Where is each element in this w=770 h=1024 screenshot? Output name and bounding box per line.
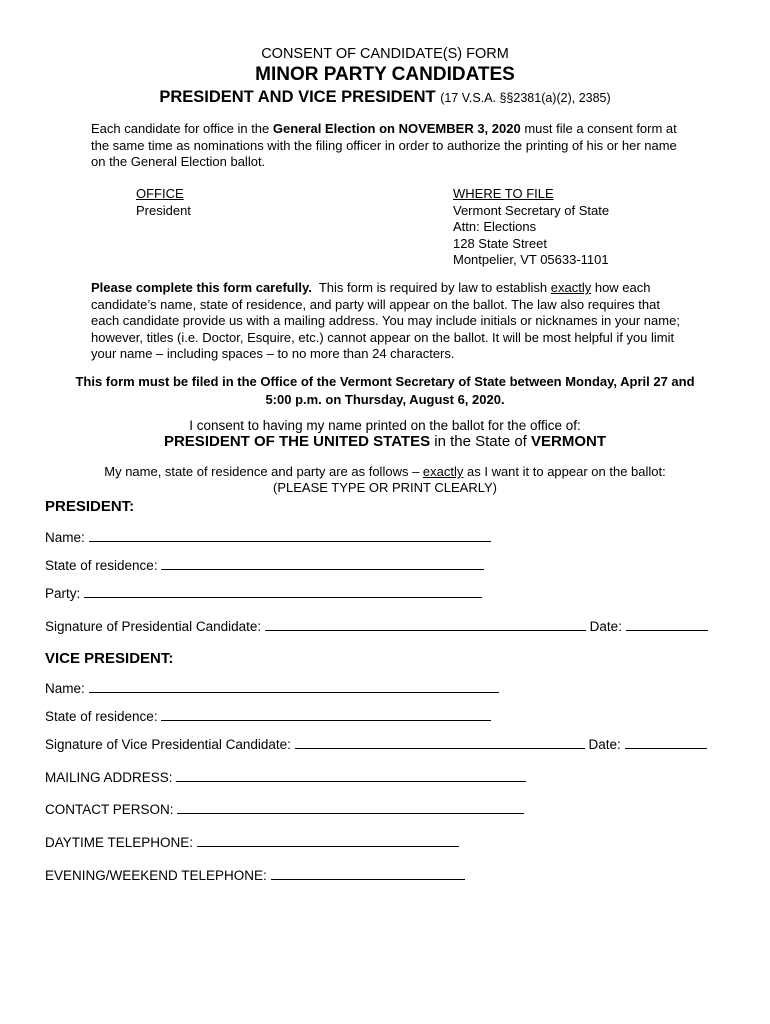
office-heading [0, 88, 770, 107]
consent-office-middle: in the State of [430, 433, 532, 450]
consent-state: VERMONT [531, 433, 607, 450]
president-state-field[interactable] [161, 556, 484, 570]
deadline-line-1: This form must be filed in the Office of the Vermont Secretary of State between Monday, April 27 and [75, 374, 695, 389]
vice-president-section-heading: VICE PRESIDENT: [45, 650, 174, 667]
contact-person-field[interactable] [177, 800, 524, 814]
instructions-emphasis: exactly [550, 280, 592, 295]
instructions-text-end: how each candidate’s name, state of residence, and party will appear on the ballot. The law also requires that each candidate provide us with a mailing address. You may include initials or nicknames in your name; however, titles (i.e. Doctor, Esquire, etc.) cannot appear on the ballot. It will be most helpful if you limit your name – including spaces – to no more than 24 characters. [91, 280, 680, 361]
address-line: Vermont Secretary of State [453, 202, 610, 218]
evening-telephone-label: EVENING/WEEKEND TELEPHONE: [45, 868, 267, 883]
instructions-text: This form is required by law to establish [311, 280, 551, 295]
intro-paragraph [91, 121, 691, 171]
election-date: General Election on NOVEMBER 3, 2020 [272, 121, 521, 136]
consent-statement: I consent to having my name printed on the ballot for the office of: [189, 418, 581, 433]
president-state-label: State of residence: [45, 558, 158, 573]
president-signature-row [45, 617, 708, 635]
daytime-telephone-row [45, 833, 459, 851]
vp-date-field[interactable] [625, 735, 707, 749]
evening-telephone-field[interactable] [271, 866, 465, 880]
vp-name-row [45, 679, 499, 697]
vp-signature-field[interactable] [295, 735, 585, 749]
vp-signature-row [45, 735, 707, 753]
president-section-heading: PRESIDENT: [45, 498, 135, 515]
appear-text: My name, state of residence and party are as follows – [104, 464, 423, 479]
consent-office [0, 433, 770, 450]
president-name-label: Name: [45, 530, 85, 545]
daytime-telephone-label: DAYTIME TELEPHONE: [45, 835, 194, 850]
instructions-paragraph [91, 280, 691, 363]
address-line: 128 State Street [453, 235, 547, 251]
name-appearance-instructions [0, 464, 770, 496]
appear-emphasis: exactly [422, 464, 464, 479]
vp-signature-label: Signature of Vice Presidential Candidate: [45, 737, 291, 752]
office-label: OFFICE [136, 186, 184, 201]
president-name-row [45, 528, 491, 546]
president-party-field[interactable] [84, 584, 482, 598]
president-party-row [45, 584, 482, 602]
president-signature-label: Signature of Presidential Candidate: [45, 619, 262, 634]
filing-deadline [40, 373, 730, 409]
appear-text-end: as I want it to appear on the ballot: [463, 464, 666, 479]
mailing-address-label: MAILING ADDRESS: [45, 770, 173, 785]
form-title: CONSENT OF CANDIDATE(S) FORM [261, 46, 509, 62]
print-clearly-note: (PLEASE TYPE OR PRINT CLEARLY) [273, 480, 497, 495]
contact-person-row [45, 800, 524, 818]
mailing-address-row [45, 768, 526, 786]
mailing-address-field[interactable] [176, 768, 526, 782]
president-signature-field[interactable] [265, 617, 586, 631]
form-subtitle: MINOR PARTY CANDIDATES [255, 64, 515, 85]
vp-state-label: State of residence: [45, 709, 158, 724]
president-name-field[interactable] [89, 528, 491, 542]
office-value: President [136, 202, 191, 218]
statute-citation: (17 V.S.A. §§2381(a)(2), 2385) [440, 91, 611, 105]
vp-date-label: Date: [588, 737, 621, 752]
contact-person-label: CONTACT PERSON: [45, 802, 174, 817]
appear-line [0, 464, 770, 480]
office-column [136, 186, 191, 219]
where-to-file-column [453, 186, 609, 269]
vp-state-field[interactable] [161, 707, 491, 721]
vp-name-label: Name: [45, 681, 85, 696]
president-date-label: Date: [589, 619, 622, 634]
address-line: Montpelier, VT 05633-1101 [453, 252, 609, 267]
president-date-field[interactable] [626, 617, 708, 631]
intro-text: Each candidate for office in the [91, 121, 273, 136]
instructions-lead: Please complete this form carefully. [91, 280, 312, 295]
evening-telephone-row [45, 866, 465, 884]
address-line: Attn: Elections [453, 219, 537, 234]
vp-name-field[interactable] [89, 679, 499, 693]
president-state-row [45, 556, 484, 574]
daytime-telephone-field[interactable] [197, 833, 459, 847]
president-party-label: Party: [45, 586, 81, 601]
consent-office-name: PRESIDENT OF THE UNITED STATES [163, 433, 431, 450]
where-to-file-label: WHERE TO FILE [453, 186, 554, 201]
vp-state-row [45, 707, 491, 725]
office-heading-text: PRESIDENT AND VICE PRESIDENT [159, 88, 436, 106]
intro-text-end: must file a consent form at the same time as nominations with the filing officer in order to authorize the printing of his or her name on the General Election ballot. [91, 121, 677, 169]
deadline-line-2: 5:00 p.m. on Thursday, August 6, 2020. [265, 392, 505, 407]
